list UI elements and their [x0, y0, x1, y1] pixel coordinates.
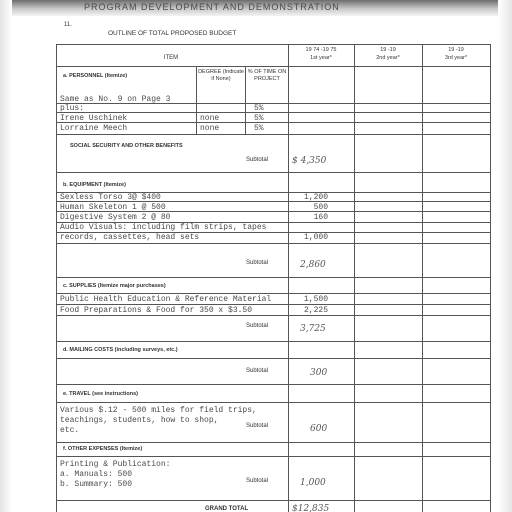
personnel-line-1: Same as No. 9 on Page 3 [60, 95, 171, 104]
grid-hline [56, 456, 490, 457]
grid-hline [56, 442, 490, 443]
travel-line: etc. [60, 426, 80, 435]
grid-hline [56, 134, 490, 135]
other-subtotal-label: Subtotal [246, 478, 269, 484]
grid-hline [56, 277, 490, 278]
degree-header: DEGREE (Indicate if None) [198, 69, 244, 82]
form-title: OUTLINE OF TOTAL PROPOSED BUDGET [108, 30, 237, 37]
personnel-time: 5% [254, 124, 264, 133]
mailing-label: d. MAILING COSTS (including surveys, etc.) [63, 347, 178, 353]
grid-hline [56, 304, 490, 305]
mailing-subtotal-label: Subtotal [246, 368, 269, 374]
social-security-label: SOCIAL SECURITY AND OTHER BENEFITS [70, 143, 183, 149]
travel-line: teachings, students, how to shop, [60, 416, 219, 425]
time-header: % OF TIME ON PROJECT [247, 69, 287, 82]
personnel-degree: none [200, 124, 220, 133]
other-expenses-label: f. OTHER EXPENSES (Itemize) [63, 446, 143, 452]
supplies-item: Public Health Education & Reference Material [60, 295, 272, 304]
personnel-label: a. PERSONNEL (Itemize) [63, 73, 128, 79]
supplies-label: c. SUPPLIES (Itemize major purchases) [63, 283, 166, 289]
grid-hline [56, 500, 490, 501]
other-expenses-line: b. Summary: 500 [60, 480, 133, 489]
equipment-amount: 1,200 [303, 193, 328, 202]
header-fragment: PROGRAM DEVELOPMENT AND DEMONSTRATION [84, 2, 340, 12]
equipment-item: Human Skeleton 1 @ 500 [60, 203, 166, 212]
grid-hline [56, 384, 490, 385]
personnel-line-2: plus: [60, 104, 85, 113]
personnel-name: Irene Uschinek [60, 114, 128, 123]
travel-line: Various $.12 - 500 miles for field trips, [60, 406, 257, 415]
grid-hline [56, 341, 490, 342]
grid-hline [56, 243, 490, 244]
equipment-amount: 160 [313, 213, 328, 222]
year3-subheader: 3rd year* [444, 55, 468, 61]
equipment-amount: 1,000 [303, 233, 328, 242]
year1-header: 19 74 -19 75 [305, 47, 337, 53]
year1-subheader: 1st year* [310, 55, 332, 61]
grid-hline [56, 402, 490, 403]
grid-vline [490, 44, 491, 512]
travel-subtotal: 600 [310, 424, 328, 434]
personnel-time-extra: 5% [254, 104, 264, 113]
equipment-label: b. EQUIPMENT (Itemize) [63, 182, 126, 188]
right-scan-shadow [498, 0, 512, 512]
travel-label: e. TRAVEL (see instructions) [63, 391, 138, 397]
item-header: ITEM [163, 55, 179, 61]
left-scan-shadow [0, 0, 12, 512]
supplies-subtotal: 3,725 [300, 324, 326, 334]
equipment-item: Audio Visuals: including film strips, tapes [60, 223, 267, 232]
personnel-degree: none [200, 114, 220, 123]
supplies-amount: 2,225 [303, 306, 328, 315]
year3-header: 19 -19 [448, 47, 464, 53]
grid-hline [56, 44, 490, 45]
grid-hline [56, 112, 490, 113]
mailing-subtotal: 300 [310, 368, 328, 378]
other-expenses-line: a. Manuals: 500 [60, 470, 133, 479]
item-number: 11. [64, 22, 72, 28]
year2-header: 19 -19 [380, 47, 396, 53]
other-expenses-line: Printing & Publication: [60, 460, 171, 469]
grid-hline [56, 66, 490, 67]
travel-subtotal-label: Subtotal [246, 423, 269, 429]
equipment-amount: 500 [313, 203, 328, 212]
other-subtotal: 1,000 [300, 478, 326, 488]
grid-hline [56, 315, 490, 316]
grid-hline [56, 293, 490, 294]
equipment-item: Sexless Torso 3@ $400 [60, 193, 161, 202]
personnel-subtotal: $ 4,350 [292, 156, 327, 166]
personnel-subtotal-label: Subtotal [246, 157, 269, 163]
supplies-subtotal-label: Subtotal [246, 323, 269, 329]
grand-total-label: GRAND TOTAL [205, 506, 249, 512]
grid-hline [56, 172, 490, 173]
grand-total: $12,835 [292, 504, 330, 512]
year2-subheader: 2nd year* [376, 55, 400, 61]
equipment-item: records, cassettes, head sets [60, 233, 200, 242]
grid-hline [56, 358, 490, 359]
supplies-item: Food Preparations & Food for 350 x $3.50 [60, 306, 253, 315]
personnel-name: Lorraine Meech [60, 124, 128, 133]
equipment-subtotal-label: Subtotal [246, 260, 269, 266]
supplies-amount: 1,500 [303, 295, 328, 304]
equipment-item: Digestive System 2 @ 80 [60, 213, 171, 222]
equipment-subtotal: 2,860 [300, 260, 326, 270]
personnel-time: 5% [254, 114, 264, 123]
